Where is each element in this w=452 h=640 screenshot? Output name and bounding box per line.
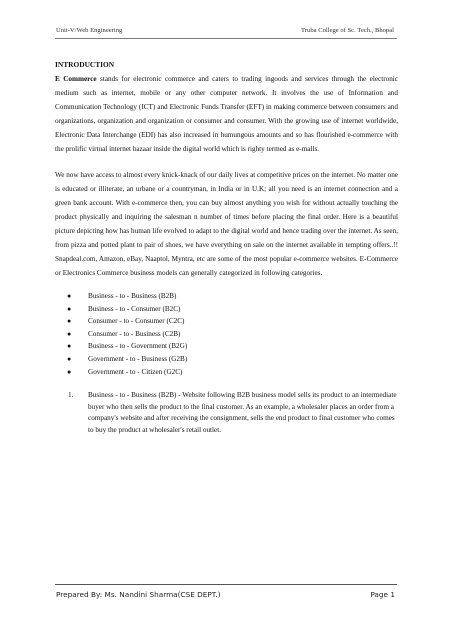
page-header bbox=[56, 27, 394, 34]
document-body bbox=[55, 58, 398, 437]
business-model-list bbox=[55, 290, 398, 378]
bullet-icon: ● bbox=[67, 304, 72, 313]
list-item bbox=[55, 353, 398, 366]
intro-paragraph-text: stands for electronic commerce and caters to trading ingoods and services through the electronic medium such as internet, mobile or any other computer network. It involves the use of Information and Communication Technology (ICT) and Electronic Funds Transfer (EFT) in making commerce between consumers and organizations, organization and organization or consumer and consumer. With the growing use of internet worldwide, Electronic Data Interchange (EDI) has also increased in humungous amounts and so has flourished e-commerce with the prolific virtual internet bazaar inside the digital world which is righty termed as e-malls. bbox=[55, 75, 398, 153]
bullet-icon: ● bbox=[67, 342, 72, 351]
section-heading: INTRODUCTION bbox=[55, 60, 115, 69]
footer-rule bbox=[55, 584, 397, 585]
bullet-icon: ● bbox=[67, 329, 72, 338]
list-item bbox=[55, 290, 398, 303]
bullet-icon: ● bbox=[67, 292, 72, 300]
list-item bbox=[55, 303, 398, 316]
numbered-item-text: Business - to - Business (B2B) - Website following B2B business model sells its product to an intermediate buyer who then sells the product to the final customer. As an example, a wholesaler places an order from a company's website and after receiving the consignment, sells the end product to final customer who comes to buy the product at wholesaler's retail outlet. bbox=[88, 391, 397, 434]
list-item bbox=[55, 340, 398, 353]
header-unit-title: Unit-V/Web Engineering bbox=[56, 27, 123, 34]
list-item bbox=[55, 328, 398, 341]
bullet-icon: ● bbox=[67, 367, 72, 376]
page-number: Page 1 bbox=[370, 590, 395, 599]
intro-paragraph bbox=[55, 72, 398, 156]
list-item-text: Consumer - to - Business (C2B) bbox=[88, 329, 181, 338]
bullet-icon: ● bbox=[67, 354, 72, 363]
list-item-text: Government - to - Business (G2B) bbox=[88, 354, 188, 363]
numbered-list bbox=[55, 390, 398, 436]
list-item-text: Business - to - Government (B2G) bbox=[88, 342, 188, 351]
list-item bbox=[55, 366, 398, 379]
access-paragraph: We now have access to almost every knick-knack of our daily lives at competitive prices on the internet. No matter one is educated or illiterate, an urbane or a countryman, in India or in U.K; all you need is an internet connection and a green bank account. With e-commerce then, you can buy almost anything you wish for without actually touching the product physically and inquiring the salesman n number of times before placing the final order. Here is a beautiful picture depicting how has human life evolved to adapt to the digital world and hence trading over the internet. As seen, from pizza and potted plant to pair of shoes, we have everything on sale on the internet available in tempting offers..!! Snapdeal.com, Amazon, eBay, Naaptol, Myntra, etc are some of the most popular e-commerce websites. E-Commerce or Electronics Commerce business models can generally categorized in following categories. bbox=[55, 171, 398, 277]
page-footer bbox=[56, 590, 395, 599]
header-college-name: Truba College of Sc. Tech., Bhopal bbox=[301, 27, 394, 34]
list-item-text: Business - to - Business (B2B) bbox=[88, 292, 177, 300]
numbered-item bbox=[55, 390, 398, 436]
ecommerce-term: E Commerce bbox=[55, 75, 97, 83]
bullet-icon: ● bbox=[67, 317, 72, 326]
header-rule bbox=[55, 38, 397, 39]
footer-author: Prepared By: Ms. Nandini Sharma(CSE DEPT.) bbox=[56, 590, 221, 599]
list-item-text: Business - to - Consumer (B2C) bbox=[88, 304, 181, 313]
list-item-text: Government - to - Citizen (G2C) bbox=[88, 367, 183, 376]
item-number: 1. bbox=[68, 391, 74, 400]
list-item bbox=[55, 315, 398, 328]
list-item-text: Consumer - to - Consumer (C2C) bbox=[88, 317, 185, 326]
